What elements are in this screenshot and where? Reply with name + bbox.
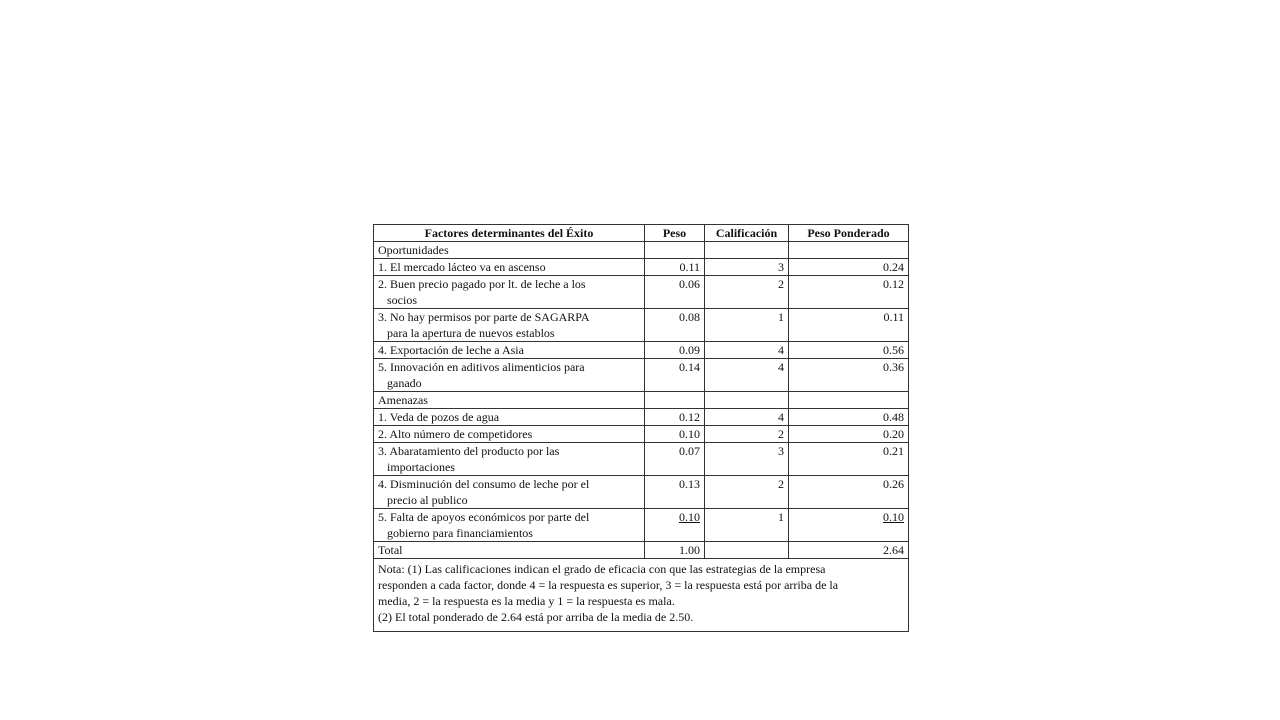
note-cell bbox=[374, 559, 909, 632]
factor-cell bbox=[374, 259, 645, 276]
factor-line2: socios bbox=[387, 293, 417, 307]
peso-cell bbox=[645, 259, 705, 276]
factor-cell bbox=[374, 443, 645, 476]
factor-line2: precio al publico bbox=[387, 493, 468, 507]
note-line: responden a cada factor, donde 4 = la respuesta es superior, 3 = la respuesta está por arriba de la bbox=[378, 578, 839, 592]
table-row bbox=[374, 476, 909, 509]
calificacion-cell: 1 bbox=[705, 509, 789, 542]
empty-cell bbox=[645, 242, 705, 259]
table-row bbox=[374, 342, 909, 359]
ponderado-cell bbox=[789, 342, 909, 359]
calificacion-cell: 3 bbox=[705, 443, 789, 476]
ponderado-cell bbox=[789, 309, 909, 342]
note-line: (2) El total ponderado de 2.64 está por arriba de la media de 2.50. bbox=[378, 610, 694, 624]
header-peso: Peso bbox=[645, 225, 705, 242]
calificacion-cell: 2 bbox=[705, 276, 789, 309]
peso-value: 0.12 bbox=[679, 410, 700, 424]
peso-cell bbox=[645, 359, 705, 392]
ponderado-value: 0.11 bbox=[883, 310, 904, 324]
factor-cell bbox=[374, 309, 645, 342]
table-row bbox=[374, 309, 909, 342]
table-row bbox=[374, 426, 909, 443]
header-row bbox=[374, 225, 909, 242]
peso-cell bbox=[645, 426, 705, 443]
ponderado-value: 0.12 bbox=[883, 277, 904, 291]
factor-line2: gobierno para financiamientos bbox=[387, 526, 533, 540]
peso-value: 0.13 bbox=[679, 477, 700, 491]
peso-cell bbox=[645, 309, 705, 342]
ponderado-cell bbox=[789, 409, 909, 426]
peso-cell bbox=[645, 276, 705, 309]
calificacion-cell: 2 bbox=[705, 426, 789, 443]
empty-cell bbox=[645, 392, 705, 409]
peso-cell bbox=[645, 443, 705, 476]
factor-line1: 5. Innovación en aditivos alimenticios para bbox=[378, 360, 585, 374]
note-line: media, 2 = la respuesta es la media y 1 = la respuesta es mala. bbox=[378, 594, 675, 608]
factor-cell bbox=[374, 476, 645, 509]
factor-line1: 2. Buen precio pagado por lt. de leche a los bbox=[378, 277, 586, 291]
calificacion-cell: 3 bbox=[705, 259, 789, 276]
empty-cell bbox=[789, 392, 909, 409]
table-row bbox=[374, 409, 909, 426]
section-row bbox=[374, 392, 909, 409]
peso-cell bbox=[645, 476, 705, 509]
empty-cell bbox=[705, 542, 789, 559]
total-peso: 1.00 bbox=[645, 542, 705, 559]
factor-line1: 2. Alto número de competidores bbox=[378, 427, 533, 441]
note-row bbox=[374, 559, 909, 632]
header-peso-ponderado: Peso Ponderado bbox=[789, 225, 909, 242]
peso-value: 0.10 bbox=[679, 510, 700, 524]
section-title: Oportunidades bbox=[374, 242, 645, 259]
peso-value: 0.06 bbox=[679, 277, 700, 291]
factor-cell bbox=[374, 359, 645, 392]
calificacion-cell: 4 bbox=[705, 359, 789, 392]
peso-value: 0.11 bbox=[679, 260, 700, 274]
table-row bbox=[374, 259, 909, 276]
ponderado-cell bbox=[789, 276, 909, 309]
table-row bbox=[374, 276, 909, 309]
peso-cell bbox=[645, 409, 705, 426]
factor-line1: 3. Abaratamiento del producto por las bbox=[378, 444, 560, 458]
factor-cell bbox=[374, 409, 645, 426]
peso-cell bbox=[645, 509, 705, 542]
factor-line1: 1. Veda de pozos de agua bbox=[378, 410, 500, 424]
ponderado-value: 0.21 bbox=[883, 444, 904, 458]
ponderado-cell bbox=[789, 359, 909, 392]
factor-cell bbox=[374, 276, 645, 309]
peso-value: 0.07 bbox=[679, 444, 700, 458]
factor-cell bbox=[374, 509, 645, 542]
header-calificacion: Calificación bbox=[705, 225, 789, 242]
factor-line1: 4. Disminución del consumo de leche por el bbox=[378, 477, 590, 491]
factor-line2: para la apertura de nuevos establos bbox=[387, 326, 555, 340]
calificacion-cell: 4 bbox=[705, 342, 789, 359]
calificacion-cell: 2 bbox=[705, 476, 789, 509]
header-factores: Factores determinantes del Éxito bbox=[374, 225, 645, 242]
peso-value: 0.08 bbox=[679, 310, 700, 324]
total-label: Total bbox=[374, 542, 645, 559]
calificacion-cell: 1 bbox=[705, 309, 789, 342]
empty-cell bbox=[705, 242, 789, 259]
peso-value: 0.09 bbox=[679, 343, 700, 357]
factor-line1: 1. El mercado lácteo va en ascenso bbox=[378, 260, 546, 274]
ponderado-cell bbox=[789, 426, 909, 443]
factor-cell bbox=[374, 426, 645, 443]
ponderado-cell bbox=[789, 476, 909, 509]
calificacion-cell: 4 bbox=[705, 409, 789, 426]
ponderado-value: 0.26 bbox=[883, 477, 904, 491]
section-title: Amenazas bbox=[374, 392, 645, 409]
factor-line1: 4. Exportación de leche a Asia bbox=[378, 343, 524, 357]
factor-line1: 5. Falta de apoyos económicos por parte del bbox=[378, 510, 590, 524]
ponderado-cell bbox=[789, 443, 909, 476]
peso-cell bbox=[645, 342, 705, 359]
factor-line2: ganado bbox=[387, 376, 422, 390]
ponderado-value: 0.36 bbox=[883, 360, 904, 374]
peso-value: 0.10 bbox=[679, 427, 700, 441]
total-ponderado: 2.64 bbox=[789, 542, 909, 559]
section-row bbox=[374, 242, 909, 259]
ponderado-value: 0.10 bbox=[883, 510, 904, 524]
efe-matrix-table bbox=[373, 224, 909, 632]
factor-line1: 3. No hay permisos por parte de SAGARPA bbox=[378, 310, 590, 324]
empty-cell bbox=[705, 392, 789, 409]
note-line: Nota: (1) Las calificaciones indican el grado de eficacia con que las estrategias de la empresa bbox=[378, 562, 826, 576]
table-row bbox=[374, 509, 909, 542]
peso-value: 0.14 bbox=[679, 360, 700, 374]
empty-cell bbox=[789, 242, 909, 259]
ponderado-value: 0.24 bbox=[883, 260, 904, 274]
ponderado-value: 0.56 bbox=[883, 343, 904, 357]
table-row bbox=[374, 359, 909, 392]
factor-cell bbox=[374, 342, 645, 359]
ponderado-value: 0.48 bbox=[883, 410, 904, 424]
ponderado-cell bbox=[789, 259, 909, 276]
factor-line2: importaciones bbox=[387, 460, 455, 474]
ponderado-cell bbox=[789, 509, 909, 542]
total-row bbox=[374, 542, 909, 559]
ponderado-value: 0.20 bbox=[883, 427, 904, 441]
table-row bbox=[374, 443, 909, 476]
